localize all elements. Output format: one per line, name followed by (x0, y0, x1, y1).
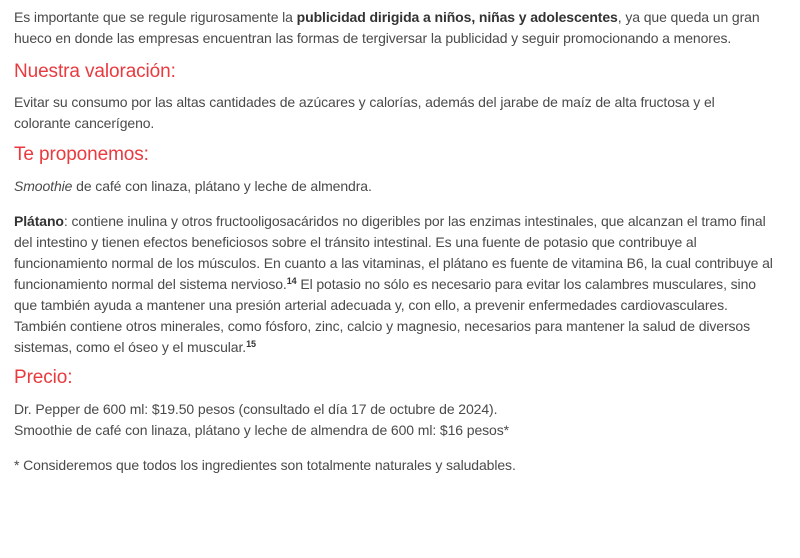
precio-paragraph (14, 399, 774, 441)
propuesta-heading: Te proponemos: (14, 144, 149, 165)
reference-14[interactable]: 14 (286, 276, 297, 286)
smoothie-italic: Smoothie (14, 178, 73, 194)
precio-line-smoothie: Smoothie de café con linaza, plátano y leche de almendra de 600 ml: $16 pesos* (14, 422, 509, 438)
valoracion-heading: Nuestra valoración: (14, 61, 176, 82)
reference-15[interactable]: 15 (246, 339, 256, 349)
smoothie-description: de café con linaza, plátano y leche de almendra. (72, 178, 372, 194)
valoracion-paragraph: Evitar su consumo por las altas cantidades de azúcares y calorías, además del jarabe de maíz de alta fructosa y el colorante cancerígeno. (14, 94, 715, 131)
platano-text-part2: El potasio no sólo es necesario para evitar los calambres musculares, sino que también ayuda a mantener una presión arterial adecuada y, con ello, a prevenir enfermedades cardiovasculares. También contiene otros minerales, como fósforo, zinc, calcio y magnesio, necesarios para mantener la salud de diversos sistemas, como el óseo y el muscular. (14, 276, 756, 355)
platano-paragraph (14, 211, 774, 358)
intro-paragraph (14, 7, 774, 49)
intro-text-start: Es importante que se regule rigurosamente la (14, 9, 297, 25)
smoothie-paragraph (14, 176, 774, 197)
precio-line-drpepper: Dr. Pepper de 600 ml: $19.50 pesos (consultado el día 17 de octubre de 2024). (14, 401, 498, 417)
intro-bold-text: publicidad dirigida a niños, niñas y adolescentes (296, 9, 618, 25)
platano-text-part1: : contiene inulina y otros fructooligosacáridos no digeribles por las enzimas intestinales, que alcanzan el tramo final del intestino y tienen efectos beneficiosos sobre el tránsito intestinal. Es una fuente de potasio que contribuye al funcionamiento normal de los músculos. En cuanto a las vitaminas, el plátano es fuente de vitamina B6, la cual contribuye al funcionamiento normal del sistema nervioso. (14, 213, 773, 292)
intro-text-end: , ya que queda un gran hueco en donde las empresas encuentran las formas de tergiversar la publicidad y seguir promocionando a menores. (14, 9, 760, 46)
precio-heading: Precio: (14, 367, 73, 388)
platano-label: Plátano (14, 213, 64, 229)
footnote: * Consideremos que todos los ingredientes son totalmente naturales y saludables. (14, 457, 516, 473)
